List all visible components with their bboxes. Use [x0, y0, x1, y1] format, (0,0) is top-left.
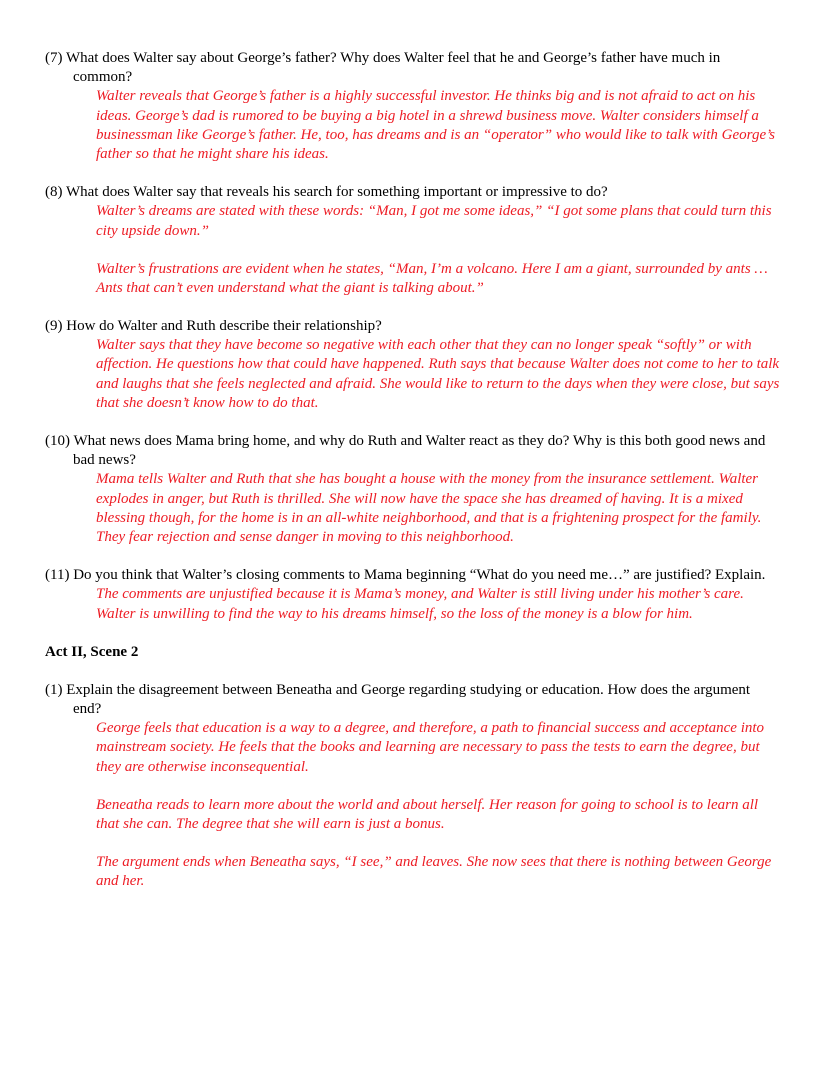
question-number: (10) [45, 433, 70, 449]
question-text: (1) Explain the disagreement between Beneatha and George regarding studying or education. How does the argument end? [45, 681, 751, 718]
question-block [45, 566, 780, 624]
answer-paragraph: Mama tells Walter and Ruth that she has bought a house with the money from the insurance settlement. Walter explodes in anger, but Ruth is thrilled. She will now have the space she has dreamed of having. It is a mixed blessing though, for the home is in an all-white neighborhood, and that is a frightening prospect for the family. They fear rejection and sense danger in moving to this neighborhood. [96, 471, 762, 545]
act-scene-heading: Act II, Scene 2 [45, 643, 139, 660]
question-block [45, 317, 780, 413]
answer-paragraph: The argument ends when Beneatha says, “I see,” and leaves. She now sees that there is nothing between George and her. [96, 854, 772, 890]
document-sections [45, 49, 780, 892]
question-text: (11) Do you think that Walter’s closing comments to Mama beginning “What do you need me…” are justified? Explain. [45, 567, 766, 584]
question-block [45, 183, 780, 298]
answer-paragraph: Walter says that they have become so negative with each other that they can no longer speak “softly” or with affection. He questions how that could have happened. Ruth says that because Walter does not come to her to talk and laughs that she feels neglected and afraid. She would like to return to the days when they were close, but says that she doesn’t know how to do that. [96, 337, 780, 411]
question-block [45, 49, 780, 164]
question-number: (11) [45, 567, 70, 584]
question-block [45, 432, 780, 547]
question-number: (7) [45, 50, 63, 66]
answer-paragraph: Walter’s frustrations are evident when he states, “Man, I’m a volcano. Here I am a giant, surrounded by ants … Ants that can’t even understand what the giant is talking about.” [96, 260, 768, 296]
question-text: (8) What does Walter say that reveals his search for something important or impressive to do? [45, 184, 608, 201]
answer-paragraph: The comments are unjustified because it is Mama’s money, and Walter is still living under his mother’s care. Walter is unwilling to find the way to his dreams himself, so the loss of the money is a blow for him. [96, 586, 744, 622]
question-block [45, 681, 780, 892]
question-text: (9) How do Walter and Ruth describe their relationship? [45, 318, 382, 335]
question-text: (7) What does Walter say about George’s father? Why does Walter feel that he and George’s father have much in common? [45, 50, 721, 86]
answer-paragraph: Walter reveals that George’s father is a highly successful investor. He thinks big and is not afraid to act on his ideas. George’s dad is rumored to be buying a big hotel in a shrewd business move. Walter considers himself a businessman like George’s father. He, too, has dreams and is an “operator” who would like to talk with George’s father so that he might share his ideas. [96, 88, 776, 162]
question-number: (1) [45, 681, 63, 698]
answer-paragraph: Walter’s dreams are stated with these words: “Man, I got me some ideas,” “I got some plans that could turn this city upside down.” [96, 203, 772, 239]
question-text: (10) What news does Mama bring home, and why do Ruth and Walter react as they do? Why is this both good news and bad news? [45, 433, 766, 469]
question-number: (8) [45, 184, 63, 201]
answer-paragraph: George feels that education is a way to a degree, and therefore, a path to financial success and acceptance into mainstream society. He feels that the books and learning are necessary to pass the tests to earn the degree, but they are otherwise inconsequential. [96, 720, 765, 775]
question-number: (9) [45, 318, 63, 335]
answer-paragraph: Beneatha reads to learn more about the world and about herself. Her reason for going to school is to learn all that she can. The degree that she will earn is just a bonus. [96, 796, 759, 832]
